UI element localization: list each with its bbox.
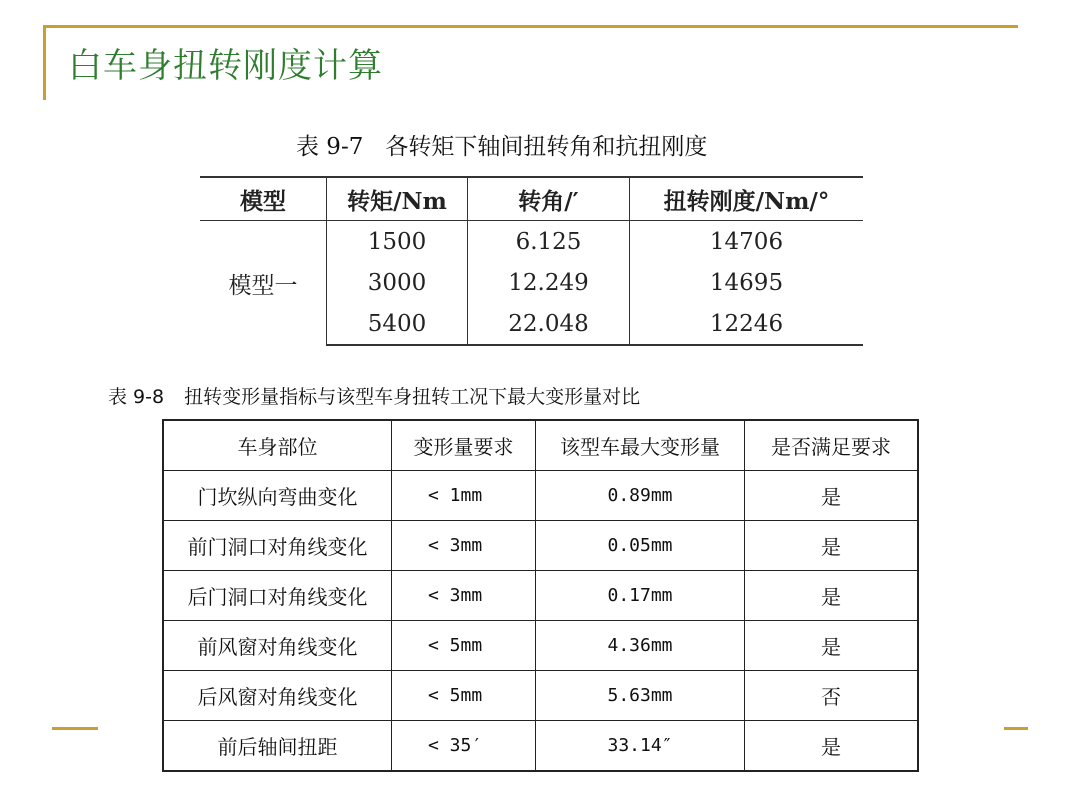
table-9-8-header-requirement: 变形量要求 (392, 420, 536, 471)
table-9-8-ok-cell: 是 (745, 471, 919, 521)
table-9-8-requirement-cell: < 3mm (392, 521, 536, 571)
table-9-8-header-row (163, 420, 918, 471)
table-9-8-part-cell: 后风窗对角线变化 (163, 671, 392, 721)
table-9-8-part-cell: 前门洞口对角线变化 (163, 521, 392, 571)
table-9-8-requirement-cell: < 35′ (392, 721, 536, 772)
table-9-8 (162, 419, 919, 772)
left-accent-rule (43, 25, 46, 100)
table-9-8-header-max: 该型车最大变形量 (536, 420, 745, 471)
table-9-7-header-angle: 转角/′ (468, 177, 630, 221)
table-row (163, 571, 918, 621)
top-accent-rule (46, 25, 1018, 28)
table-9-7-header-torque: 转矩/Nm (327, 177, 468, 221)
bottom-right-accent-rule (1004, 727, 1028, 730)
table-9-7 (200, 176, 863, 346)
table-9-7-model-label: 模型一 (228, 272, 298, 299)
bottom-left-accent-rule (52, 727, 98, 730)
table-9-7-torque-cell: 3000 (327, 262, 468, 303)
table-9-8-header-ok: 是否满足要求 (745, 420, 919, 471)
table-9-8-part-cell: 后门洞口对角线变化 (163, 571, 392, 621)
table-9-7-angle-cell: 12.249 (468, 262, 630, 303)
table-9-8-max-cell: 0.89mm (536, 471, 745, 521)
table-9-7-torque-cell: 1500 (327, 221, 468, 263)
table-9-8-requirement-cell: < 5mm (392, 671, 536, 721)
table-9-8-caption (108, 382, 660, 409)
table-9-8-part-cell: 门坎纵向弯曲变化 (163, 471, 392, 521)
table-9-8-max-cell: 33.14″ (536, 721, 745, 772)
table-9-8-requirement-cell: < 3mm (392, 571, 536, 621)
table-9-7-caption (296, 128, 729, 161)
table-9-8-header-part: 车身部位 (163, 420, 392, 471)
table-9-8-ok-cell: 是 (745, 571, 919, 621)
table-9-8-ok-cell: 是 (745, 721, 919, 772)
table-row (163, 621, 918, 671)
table-9-8-ok-cell: 否 (745, 671, 919, 721)
table-9-7-caption-text: 各转矩下轴间扭转角和抗扭刚度 (385, 134, 708, 160)
table-row (163, 471, 918, 521)
table-9-7-stiffness-cell: 14695 (630, 262, 864, 303)
table-9-7-angle-cell: 22.048 (468, 303, 630, 345)
table-9-7-stiffness-cell: 14706 (630, 221, 864, 263)
table-row (163, 721, 918, 772)
table-9-8-ok-cell: 是 (745, 621, 919, 671)
table-row (163, 521, 918, 571)
table-9-8-max-cell: 5.63mm (536, 671, 745, 721)
table-row (200, 221, 863, 263)
table-9-7-header-stiffness: 扭转刚度/Nm/° (630, 177, 864, 221)
table-9-8-max-cell: 4.36mm (536, 621, 745, 671)
table-9-7-caption-number: 表 9-7 (296, 134, 364, 160)
table-9-7-torque-cell: 5400 (327, 303, 468, 345)
table-9-7-stiffness-cell: 12246 (630, 303, 864, 345)
table-9-7-angle-cell: 6.125 (468, 221, 630, 263)
table-9-8-max-cell: 0.05mm (536, 521, 745, 571)
table-9-8-part-cell: 前后轴间扭距 (163, 721, 392, 772)
table-9-7-header-row (200, 177, 863, 221)
table-9-8-ok-cell: 是 (745, 521, 919, 571)
table-9-8-caption-number: 表 9-8 (108, 386, 165, 408)
table-9-8-requirement-cell: < 5mm (392, 621, 536, 671)
table-9-7-header-model: 模型 (240, 187, 286, 215)
table-row (163, 671, 918, 721)
table-9-8-max-cell: 0.17mm (536, 571, 745, 621)
table-9-8-requirement-cell: < 1mm (392, 471, 536, 521)
table-9-8-caption-text: 扭转变形量指标与该型车身扭转工况下最大变形量对比 (184, 386, 641, 408)
table-9-8-part-cell: 前风窗对角线变化 (163, 621, 392, 671)
slide-title: 白车身扭转刚度计算 (68, 46, 383, 86)
